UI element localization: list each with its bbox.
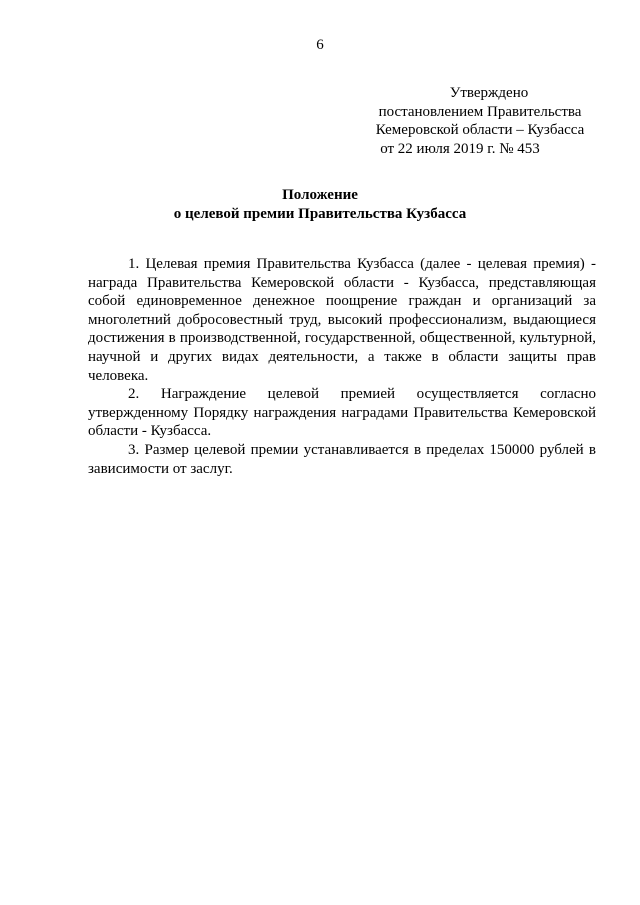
paragraph-3: 3. Размер целевой премии устанавливается в пределах 150000 рублей в зависимости от заслуг.	[88, 441, 596, 477]
page-number: 6	[316, 37, 324, 53]
paragraph-2: 2. Награждение целевой премией осуществляется согласно утвержденному Порядку награждения наградами Правительства Кемеровской области - Кузбасса.	[88, 386, 596, 440]
approval-line-resolution: постановлением Правительства	[378, 103, 582, 120]
approval-block	[360, 84, 600, 158]
approval-line-approved: Утверждено	[449, 85, 529, 101]
document-title	[0, 186, 640, 224]
document-body	[88, 255, 596, 478]
approval-line-date-number: от 22 июля 2019 г. № 453	[380, 140, 540, 157]
title-line-regulation: Положение	[282, 187, 358, 203]
paragraph-1: 1. Целевая премия Правительства Кузбасса (далее - целевая премия) - награда Правительства Кемеровской области - Кузбасса, представляющая собой единовременное денежное поощрение граждан и организаций за многолетний добросовестный труд, высокий профессионализм, выдающиеся достижения в производственной, государственной, общественной, культурной, научной и других видах деятельности, а также в области защиты прав человека.	[88, 256, 596, 384]
title-line-subject: о целевой премии Правительства Кузбасса	[173, 206, 467, 222]
approval-line-region: Кемеровской области – Кузбасса	[375, 122, 585, 138]
